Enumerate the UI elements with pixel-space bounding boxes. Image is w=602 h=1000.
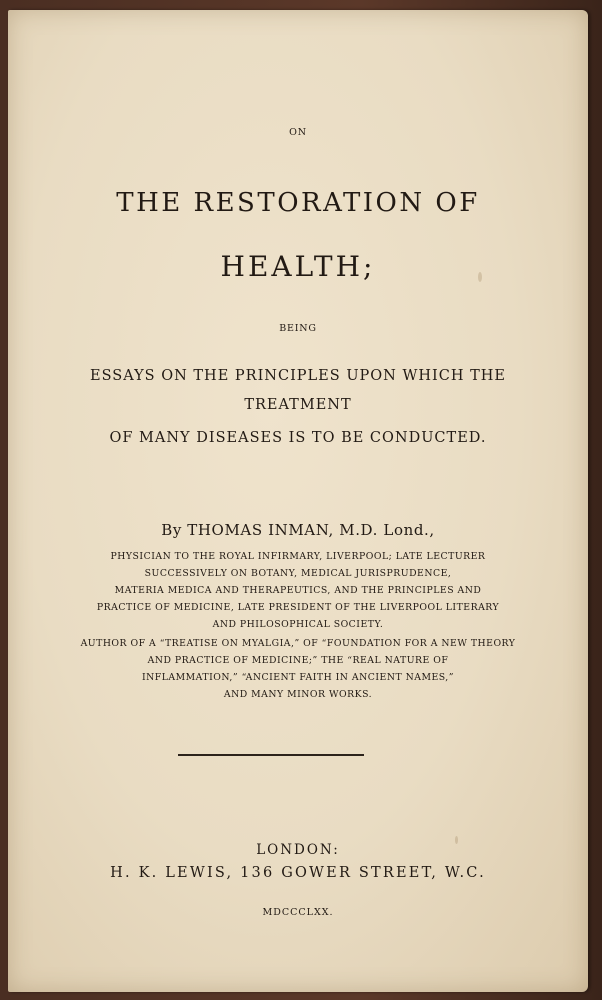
- other-works-line: AND MANY MINOR WORKS.: [223, 689, 373, 700]
- author-credential-line: PRACTICE OF MEDICINE, LATE PRESIDENT OF THE LIVERPOOL LITERARY: [96, 602, 500, 613]
- title-prefix: ON: [289, 127, 307, 138]
- subtitle-line-2: TREATMENT: [244, 397, 352, 413]
- imprint-city: LONDON:: [256, 842, 340, 858]
- title-page: [8, 10, 588, 992]
- other-works-line: AND PRACTICE OF MEDICINE;” THE “REAL NATURE OF: [147, 655, 449, 666]
- subtitle-line-3: OF MANY DISEASES IS TO BE CONDUCTED.: [109, 430, 487, 446]
- author-credential-line: AND PHILOSOPHICAL SOCIETY.: [212, 619, 384, 630]
- being-connector: BEING: [279, 323, 317, 334]
- author-credential-line: MATERIA MEDICA AND THERAPEUTICS, AND THE PRINCIPLES AND: [114, 585, 482, 596]
- author-credential-line: SUCCESSIVELY ON BOTANY, MEDICAL JURISPRUDENCE,: [144, 568, 452, 579]
- main-title-line-1: THE RESTORATION OF: [116, 188, 480, 218]
- imprint-date: MDCCCLXX.: [262, 907, 334, 918]
- other-works-line: INFLAMMATION,” “ANCIENT FAITH IN ANCIENT NAMES,”: [141, 672, 455, 683]
- other-works-line: AUTHOR OF A “TREATISE ON MYALGIA,” OF “FOUNDATION FOR A NEW THEORY: [80, 638, 516, 649]
- author-byline: By THOMAS INMAN, M.D. Lond.,: [161, 521, 435, 539]
- imprint-publisher: H. K. LEWIS, 136 GOWER STREET, W.C.: [110, 865, 486, 881]
- subtitle-line-1: ESSAYS ON THE PRINCIPLES UPON WHICH THE: [90, 368, 506, 384]
- divider-rule: [178, 754, 364, 756]
- main-title-line-2: HEALTH;: [220, 250, 376, 283]
- author-credential-line: PHYSICIAN TO THE ROYAL INFIRMARY, LIVERPOOL; LATE LECTURER: [110, 551, 486, 562]
